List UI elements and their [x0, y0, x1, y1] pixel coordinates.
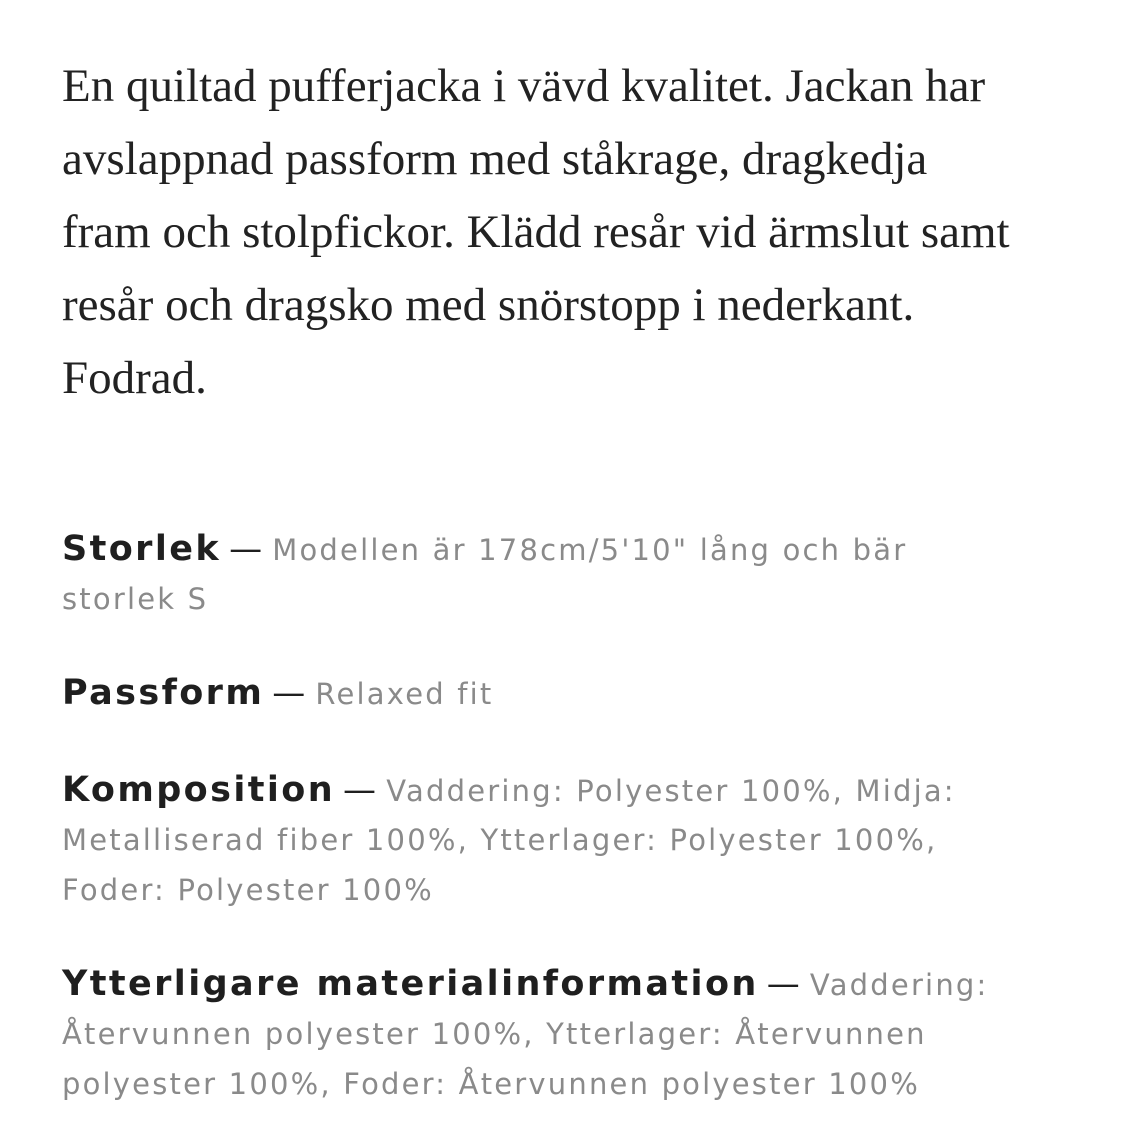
composition-value-continued: Foder: Polyester 100% — [62, 873, 434, 907]
separator-dash: — — [229, 529, 265, 568]
fit-value: Relaxed fit — [315, 677, 494, 711]
product-description — [62, 50, 1125, 415]
composition-info-line — [62, 765, 956, 815]
separator-dash: — — [766, 964, 802, 1003]
size-info — [62, 524, 907, 624]
product-details-section — [62, 0, 1125, 1124]
description-line: Fodrad. — [62, 352, 207, 404]
composition-value-continued: Metalliserad fiber 100%, Ytterlager: Polyester 100%, — [62, 823, 938, 857]
separator-dash: — — [343, 770, 379, 809]
composition-label: Komposition — [62, 770, 336, 810]
fit-info — [62, 668, 494, 718]
description-line: En quiltad pufferjacka i vävd kvalitet. Jackan har — [62, 60, 986, 112]
material-info-value-continued: Återvunnen polyester 100%, Ytterlager: Återvunnen — [62, 1017, 927, 1051]
description-line: avslappnad passform med ståkrage, dragkedja — [62, 133, 928, 185]
size-value-continued: storlek S — [62, 582, 209, 616]
composition-value: Vaddering: Polyester 100%, Midja: — [386, 774, 956, 808]
material-info-line — [62, 959, 988, 1009]
material-info-label: Ytterligare materialinformation — [62, 964, 759, 1004]
size-value: Modellen är 178cm/5'10" lång och bär — [272, 533, 908, 567]
composition-info — [62, 765, 956, 915]
size-label: Storlek — [62, 529, 222, 569]
description-line: fram och stolpfickor. Klädd resår vid ärmslut samt — [62, 206, 1010, 258]
material-info-value-continued: polyester 100%, Foder: Återvunnen polyester 100% — [62, 1067, 920, 1101]
material-info-value: Vaddering: — [809, 968, 989, 1002]
size-info-line — [62, 524, 907, 574]
separator-dash: — — [272, 673, 308, 712]
description-line: resår och dragsko med snörstopp i nederkant. — [62, 279, 915, 331]
fit-label: Passform — [62, 673, 265, 713]
material-info — [62, 959, 988, 1109]
fit-info-line — [62, 668, 494, 718]
